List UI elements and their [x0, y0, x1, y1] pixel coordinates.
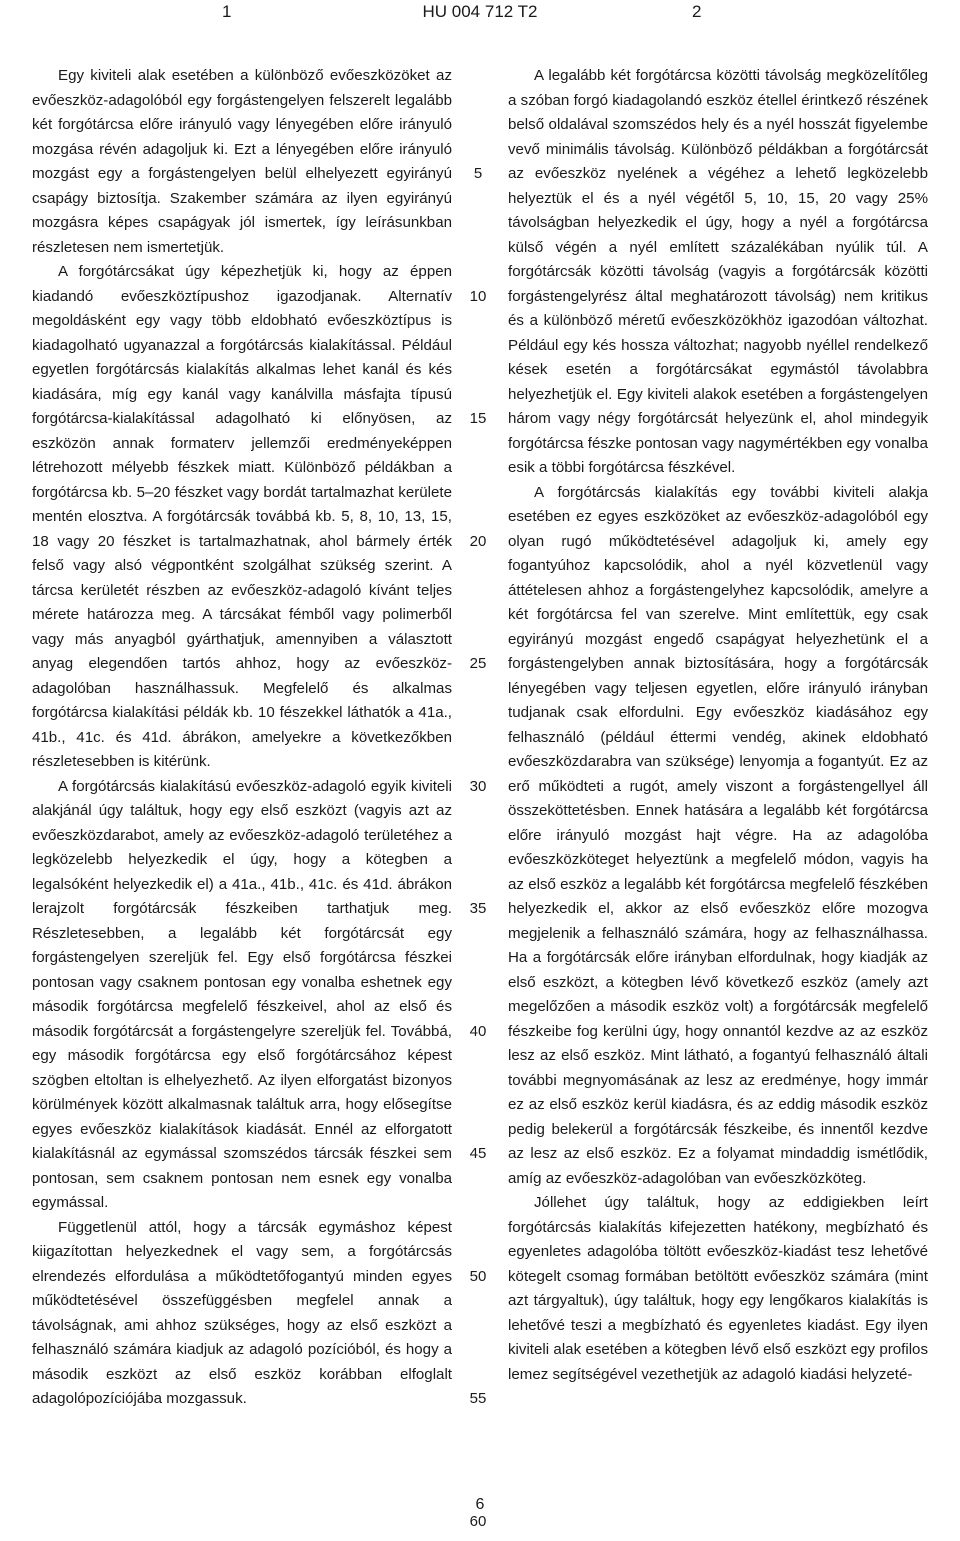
line-number: 55	[469, 1390, 487, 1407]
line-number: 60	[469, 1512, 487, 1530]
line-number: 25	[469, 655, 487, 672]
line-number: 20	[469, 532, 487, 550]
right-text-column	[508, 64, 928, 1387]
paragraph: A forgótárcsákat úgy képezhetjük ki, hogy az éppen kiadandó evőeszköztípushoz igazodjanak. Alternatív megoldásként egy vagy több eldobható evőeszköztípus is kiadagolható ugyanazzal a forgótárcsás kialakítással. Például egyetlen forgótárcsás kialakítás alkalmas lehet kanál és kés kiadására, míg egy kanál vagy kanálvilla másfajta típusú forgótárcsa-kialakítással adagolható ki előnyösen, az eszközön annak formaterv jellemzői eredményeképpen létrehozott mélyebb fészkek miatt. Különböző példákban a forgótárcsa kb. 5–20 fészket vagy bordát tartalmazhat kerülete mentén elosztva. A forgótárcsák továbbá kb. 5, 8, 10, 13, 15, 18 vagy 20 fészket is tartalmazhatnak, ahol bármely érték felső vagy alsó végpontként szolgálhat szükség szerint. A tárcsa kerületét részben az evőeszköz-adagoló kívánt teljes mérete határozza meg. A tárcsákat fémből vagy polimerből vagy más anyagból gyárthatjuk, amennyiben a választott anyag elegendően tartós ahhoz, hogy az evőeszköz-adagolóban használhassuk. Megfelelő és alkalmas forgótárcsa kialakítási példák kb. 10 fészekkel láthatók a 41a., 41b., 41c. és 41d. ábrákon, amelyekre a következőkben részletesebben is kitérünk.	[32, 263, 452, 770]
paragraph: Függetlenül attól, hogy a tárcsák egymáshoz képest kiigazítottan helyezkednek el vagy sem, a forgótárcsás elrendezés elfordulása a működtetőfogantyú minden egyes működtetésével összefüggésben megfelel annak a távolságnak, ami ahhoz szükséges, hogy az első eszközt a felhasználó számára kiadjuk az adagoló pozícióból, és hogy a második eszközt az első eszköz korábban elfoglalt adagolópozíciójába mozgassuk.	[32, 1218, 452, 1407]
paragraph: Jóllehet úgy találtuk, hogy az eddigiekben leírt forgótárcsás kialakítás kifejezetten hatékony, megbízható és egyenletes adagolóba töltött evőeszköz-kiadást tesz lehetővé kötegelt csomag formában betöltött evőeszköz számára (mint azt tárgyaltuk), úgy találtuk, hogy egy lengőkaros kialakítás is lehetővé teszi a megbízható és egyenletes kiadást. Egy ilyen kiviteli alak esetében a kötegben lévő első eszközt egy profilos lemez segítségével vezethetjük az adagoló kiadási helyzeté-	[508, 1194, 928, 1383]
paragraph: A legalább két forgótárcsa közötti távolság megközelítőleg a szóban forgó kiadagolandó eszköz étellel érintkező részének belső oldalával szomszédos hely és a nyél hosszát figyelembe vevő minimális távolság. Különböző példákban a forgótárcsát az evőeszköz nyelének a végéhez a lehető legközelebb helyeztük el és a nyél végétől 5, 10, 15, 20 vagy 25% távolságban helyezkedik el úgy, hogy a nyél a forgótárcsa külső végén a nyél említett százalékában nyúlik túl. A forgótárcsák közötti távolság (vagyis a forgótárcsák közötti forgástengelyrész által meghatározott távolság) nem kritikus és a különböző méretű evőeszközökhöz igazodóan változhat. Például egy kés hossza változhat; nagyobb nyéllel rendelkező kések esetén a forgótárcsákat egymástól távolabbra helyezhetjük el. Egy kiviteli alakok esetében a forgástengelyen három vagy négy forgótárcsát helyezünk el, ahol mindegyik forgótárcsa fészke pontosan vagy nagymértékben egy vonalba esik a többi forgótárcsa fészkével.	[508, 67, 928, 476]
line-number: 5	[473, 165, 483, 182]
paragraph: Egy kiviteli alak esetében a különböző evőeszközöket az evőeszköz-adagolóból egy forgástengelyen felszerelt legalább két forgótárcsa előre irányuló vagy lényegében előre irányuló mozgása révén adagoljuk ki. Ezt a lényegében előre irányuló mozgást egy a forgástengelyen belül elhelyezett egyirányú csapágy biztosítja. Szakember számára az ilyen egyirányú mozgásra képes csapágyak jól ismertek, így leírásunkban részletesen nem ismertetjük.	[32, 67, 452, 256]
line-number: 50	[469, 1267, 487, 1285]
document-id: HU 004 712 T2	[422, 2, 538, 21]
line-number: 35	[469, 900, 487, 917]
line-number: 15	[469, 410, 487, 427]
page-header	[0, 0, 960, 30]
line-number: 30	[469, 777, 487, 795]
paragraph: A forgótárcsás kialakítás egy további kiviteli alakja esetében ez egyes eszközöket az evőeszköz-adagolóból egy olyan rugó működtetésével adagoljuk ki, amely egy fogantyúhoz kapcsolódik, ahol a nyél közvetlenül vagy áttételesen ahhoz a forgástengelyhez kapcsolódik, amelyre a két forgótárcsa fel van szerelve. Mint említettük, egy csak egyirányú mozgást engedő csapágyat helyezhetünk el a forgástengelyben annak biztosítására, hogy a forgótárcsák lényegében vagy teljesen egyetlen, előre irányuló irányban tudjanak csak elfordulni. Egy evőeszköz kiadásához egy felhasználó (például éttermi vendég, akinek eldobható evőeszközdarabra van szüksége) lenyomja a fogantyút. Ez az erő működteti a rugót, amely viszont a forgástengellyel áll összeköttetésben. Ennek hatására a legalább két forgótárcsa előre irányuló mozgást hajt végre. Ha az adagolóba evőeszközköteget helyeztünk a megfelelő módon, vagyis ha az első eszköz a legalább két forgótárcsa megfelelő fészkében helyezkedik el, akkor az első evőeszköz előre mozogva megjelenik a felhasználó számára, hogy az felhasználhassa. Ha a forgótárcsák előre irányban elfordulnak, hogy kiadják az első eszközt, a kötegben lévő következő eszköz (amely azt megelőzően a második eszköz volt) a forgótárcsák megfelelő fészkeibe fog kerülni úgy, hogy onnantól kezdve az az eszköz lesz az első eszköz. Mint látható, a fogantyú felhasználó általi további megnyomásának az lesz az eredménye, hogy immár ez az első eszköz kerül kiadásra, és az eddig második eszköz pedig belekerül a forgótárcsák fészkeibe, és innentől kezdve az lesz az első eszköz. Ez a folyamat mindaddig ismétlődik, amíg az evőeszköz-adagolóban van evőeszközköteg.	[508, 483, 928, 1187]
paragraph: A forgótárcsás kialakítású evőeszköz-adagoló egyik kiviteli alakjánál úgy találtuk, hogy egy első eszközt (vagyis azt az evőeszközdarabot, amely az evőeszköz-adagoló területéhez a legközelebb helyezkedik el úgy, hogy a kötegben a legalsóként helyezkedik el) a 41a., 41b., 41c. és 41d. ábrákon lerajzolt forgótárcsák fészkeiben tarthatjuk meg. Részletesebben, a legalább két forgótárcsát egy forgástengelyen szereljük fel. Egy első forgótárcsa fészkei pontosan vagy csaknem pontosan egy vonalba eshetnek egy második forgótárcsa megfelelő fészkeivel, ahol az első és második forgótárcsát a forgástengelyre szereljük fel. Továbbá, egy második forgótárcsa egy első forgótárcsához képest szögben eltoltan is elhelyezhető. Az ilyen elforgatást bizonyos körülmények között alkalmasnak találtuk arra, hogy elősegítse egyes evőeszköz kialakítások kiadását. Ennél az elforgatott kialakításnál az egymással szomszédos tárcsák fészkei sem pontosan, sem csaknem pontosan nem esnek egy vonalba egymással.	[32, 777, 452, 1211]
left-text-column	[32, 64, 452, 1412]
line-number: 45	[469, 1145, 487, 1162]
right-page-number: 2	[692, 2, 702, 21]
footer-page-number: 6	[475, 1496, 485, 1513]
line-number: 40	[469, 1022, 487, 1040]
left-page-number: 1	[222, 2, 232, 21]
line-number: 10	[469, 287, 487, 305]
